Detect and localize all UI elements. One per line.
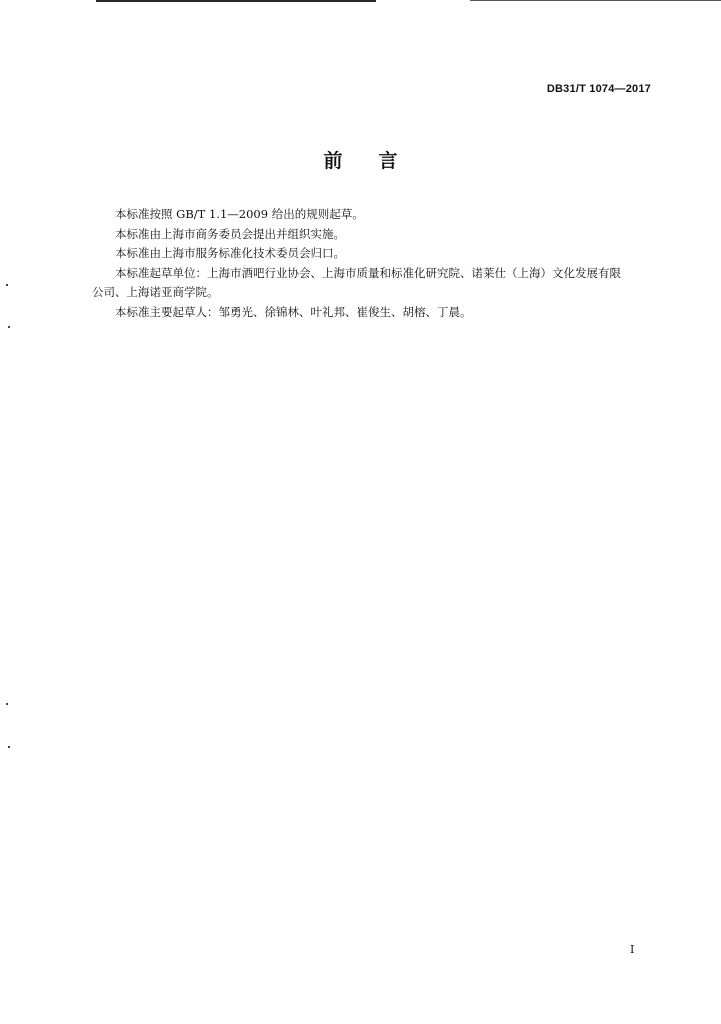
paragraph-drafting-units-line1: 本标准起草单位：上海市酒吧行业协会、上海市质量和标准化研究院、诺莱仕（上海）文化发展有限 [115, 265, 621, 280]
scan-edge-line [96, 0, 376, 2]
paragraph-main-drafters: 本标准主要起草人：邹勇光、徐锦林、叶礼邦、崔俊生、胡榕、丁晨。 [115, 304, 472, 319]
document-id: DB31/T 1074—2017 [546, 83, 651, 95]
page-title: 前言 [323, 150, 434, 172]
scan-artifact [6, 703, 8, 705]
body-text [92, 205, 652, 322]
paragraph-proposer: 本标准由上海市商务委员会提出并组织实施。 [115, 226, 345, 241]
paragraph-centralized-unit: 本标准由上海市服务标准化技术委员会归口。 [115, 246, 345, 260]
scan-edge-line-right [470, 0, 721, 1]
scan-artifact [8, 326, 10, 328]
scan-artifact [6, 284, 8, 286]
paragraph-drafting-units [92, 264, 652, 303]
scan-artifact [8, 746, 10, 748]
paragraph-drafting-units-line2: 公司、上海诺亚商学院。 [92, 285, 219, 299]
page-number: I [630, 943, 635, 956]
paragraph-drafting-rules: 本标准按照 GB/T 1.1—2009 给出的规则起草。 [115, 207, 364, 221]
